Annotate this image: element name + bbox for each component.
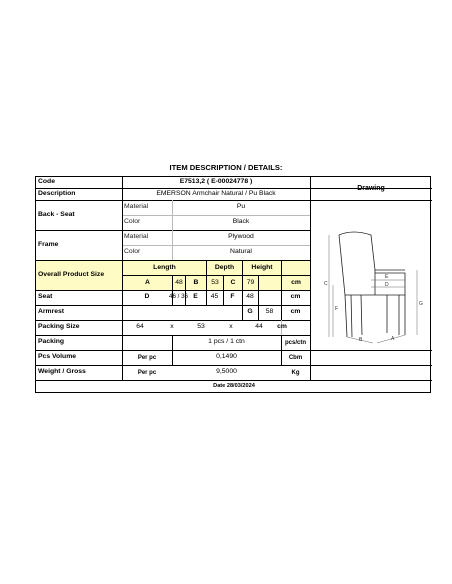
description-value: EMERSON Armchair Natural / Pu Black bbox=[156, 189, 276, 197]
armrest-label: Armrest bbox=[38, 308, 65, 316]
pcs-volume-label: Pcs Volume bbox=[38, 353, 77, 361]
frame-label: Frame bbox=[38, 240, 59, 248]
frame-color-value: Natural bbox=[230, 248, 252, 256]
frame-material-value: Plywood bbox=[228, 233, 254, 241]
dim-f-value: 48 bbox=[246, 293, 254, 301]
overall-blank bbox=[259, 276, 281, 290]
back-seat-color-label: Color bbox=[124, 218, 141, 226]
packing-value: 1 pcs / 1 ctn bbox=[208, 338, 245, 346]
pcs-volume-unit: Cbm bbox=[288, 354, 303, 361]
sheet-title: ITEM DESCRIPTION / DETAILS: bbox=[169, 163, 283, 172]
code-value: E7513,2 ( E-00024778 ) bbox=[179, 178, 253, 186]
packing-size-unit: cm bbox=[277, 323, 287, 331]
length-header: Length bbox=[123, 261, 206, 275]
dim-letter-d: D bbox=[385, 282, 389, 288]
weight-unit: Kg bbox=[291, 369, 300, 376]
dim-g-value: 58 bbox=[265, 308, 274, 316]
frame-color-label: Color bbox=[124, 248, 141, 256]
back-seat-color-value: Black bbox=[232, 218, 250, 226]
back-seat-material-value: Pu bbox=[236, 203, 246, 211]
frame-material-label: Material bbox=[124, 233, 149, 241]
dim-b-value: 53 bbox=[207, 276, 223, 290]
overall-size-label: Overall Product Size bbox=[36, 261, 122, 290]
packing-length: 64 bbox=[136, 323, 144, 331]
packing-x1: x bbox=[170, 323, 174, 331]
dim-letter-c: C bbox=[324, 281, 328, 287]
weight-value: 9,5000 bbox=[216, 368, 237, 376]
weight-label: Weight / Gross bbox=[38, 368, 86, 376]
dim-letter-b: B bbox=[359, 337, 363, 343]
dim-a-value: 48 bbox=[173, 276, 185, 290]
packing-size-label: Packing Size bbox=[38, 323, 80, 331]
packing-unit: pcs/ctn bbox=[284, 339, 306, 346]
spec-sheet bbox=[35, 176, 431, 393]
dim-letter-a: A bbox=[391, 336, 395, 342]
dim-a-letter: A bbox=[123, 276, 172, 290]
seat-label: Seat bbox=[38, 293, 53, 301]
dim-f-letter: F bbox=[230, 293, 235, 301]
packing-height: 44 bbox=[255, 323, 263, 331]
overall-unit: cm bbox=[282, 276, 310, 290]
packing-x2: x bbox=[229, 323, 233, 331]
dim-letter-e: E bbox=[385, 274, 389, 280]
armrest-unit: cm bbox=[290, 308, 301, 316]
back-seat-label: Back - Seat bbox=[38, 210, 75, 218]
dim-letter-g: G bbox=[419, 301, 423, 307]
depth-header: Depth bbox=[207, 261, 242, 275]
pcs-volume-value: 0,1490 bbox=[216, 353, 237, 361]
packing-label: Packing bbox=[38, 338, 65, 346]
seat-unit: cm bbox=[290, 293, 301, 301]
drawing-header: Drawing bbox=[357, 185, 385, 192]
dim-e-value: 45 bbox=[210, 293, 219, 301]
dim-g-letter: G bbox=[247, 308, 253, 316]
dim-d-value: 46 / 36 bbox=[169, 293, 188, 301]
code-label: Code bbox=[38, 178, 55, 186]
weight-per: Per pc bbox=[137, 369, 157, 376]
overall-header-blank bbox=[282, 261, 310, 275]
document-date: Date 28/03/2024 bbox=[213, 382, 255, 389]
back-seat-material-label: Material bbox=[124, 203, 149, 211]
dim-d-letter: D bbox=[144, 293, 150, 301]
description-label: Description bbox=[38, 189, 76, 197]
dim-c-letter: C bbox=[224, 276, 242, 290]
packing-width: 53 bbox=[197, 323, 205, 331]
chair-drawing bbox=[321, 225, 432, 343]
dim-b-letter: B bbox=[186, 276, 206, 290]
dim-letter-f: F bbox=[335, 306, 339, 312]
dim-e-letter: E bbox=[193, 293, 198, 301]
pcs-volume-per: Per pc bbox=[137, 354, 157, 361]
height-header: Height bbox=[243, 261, 281, 275]
dim-c-value: 79 bbox=[243, 276, 258, 290]
